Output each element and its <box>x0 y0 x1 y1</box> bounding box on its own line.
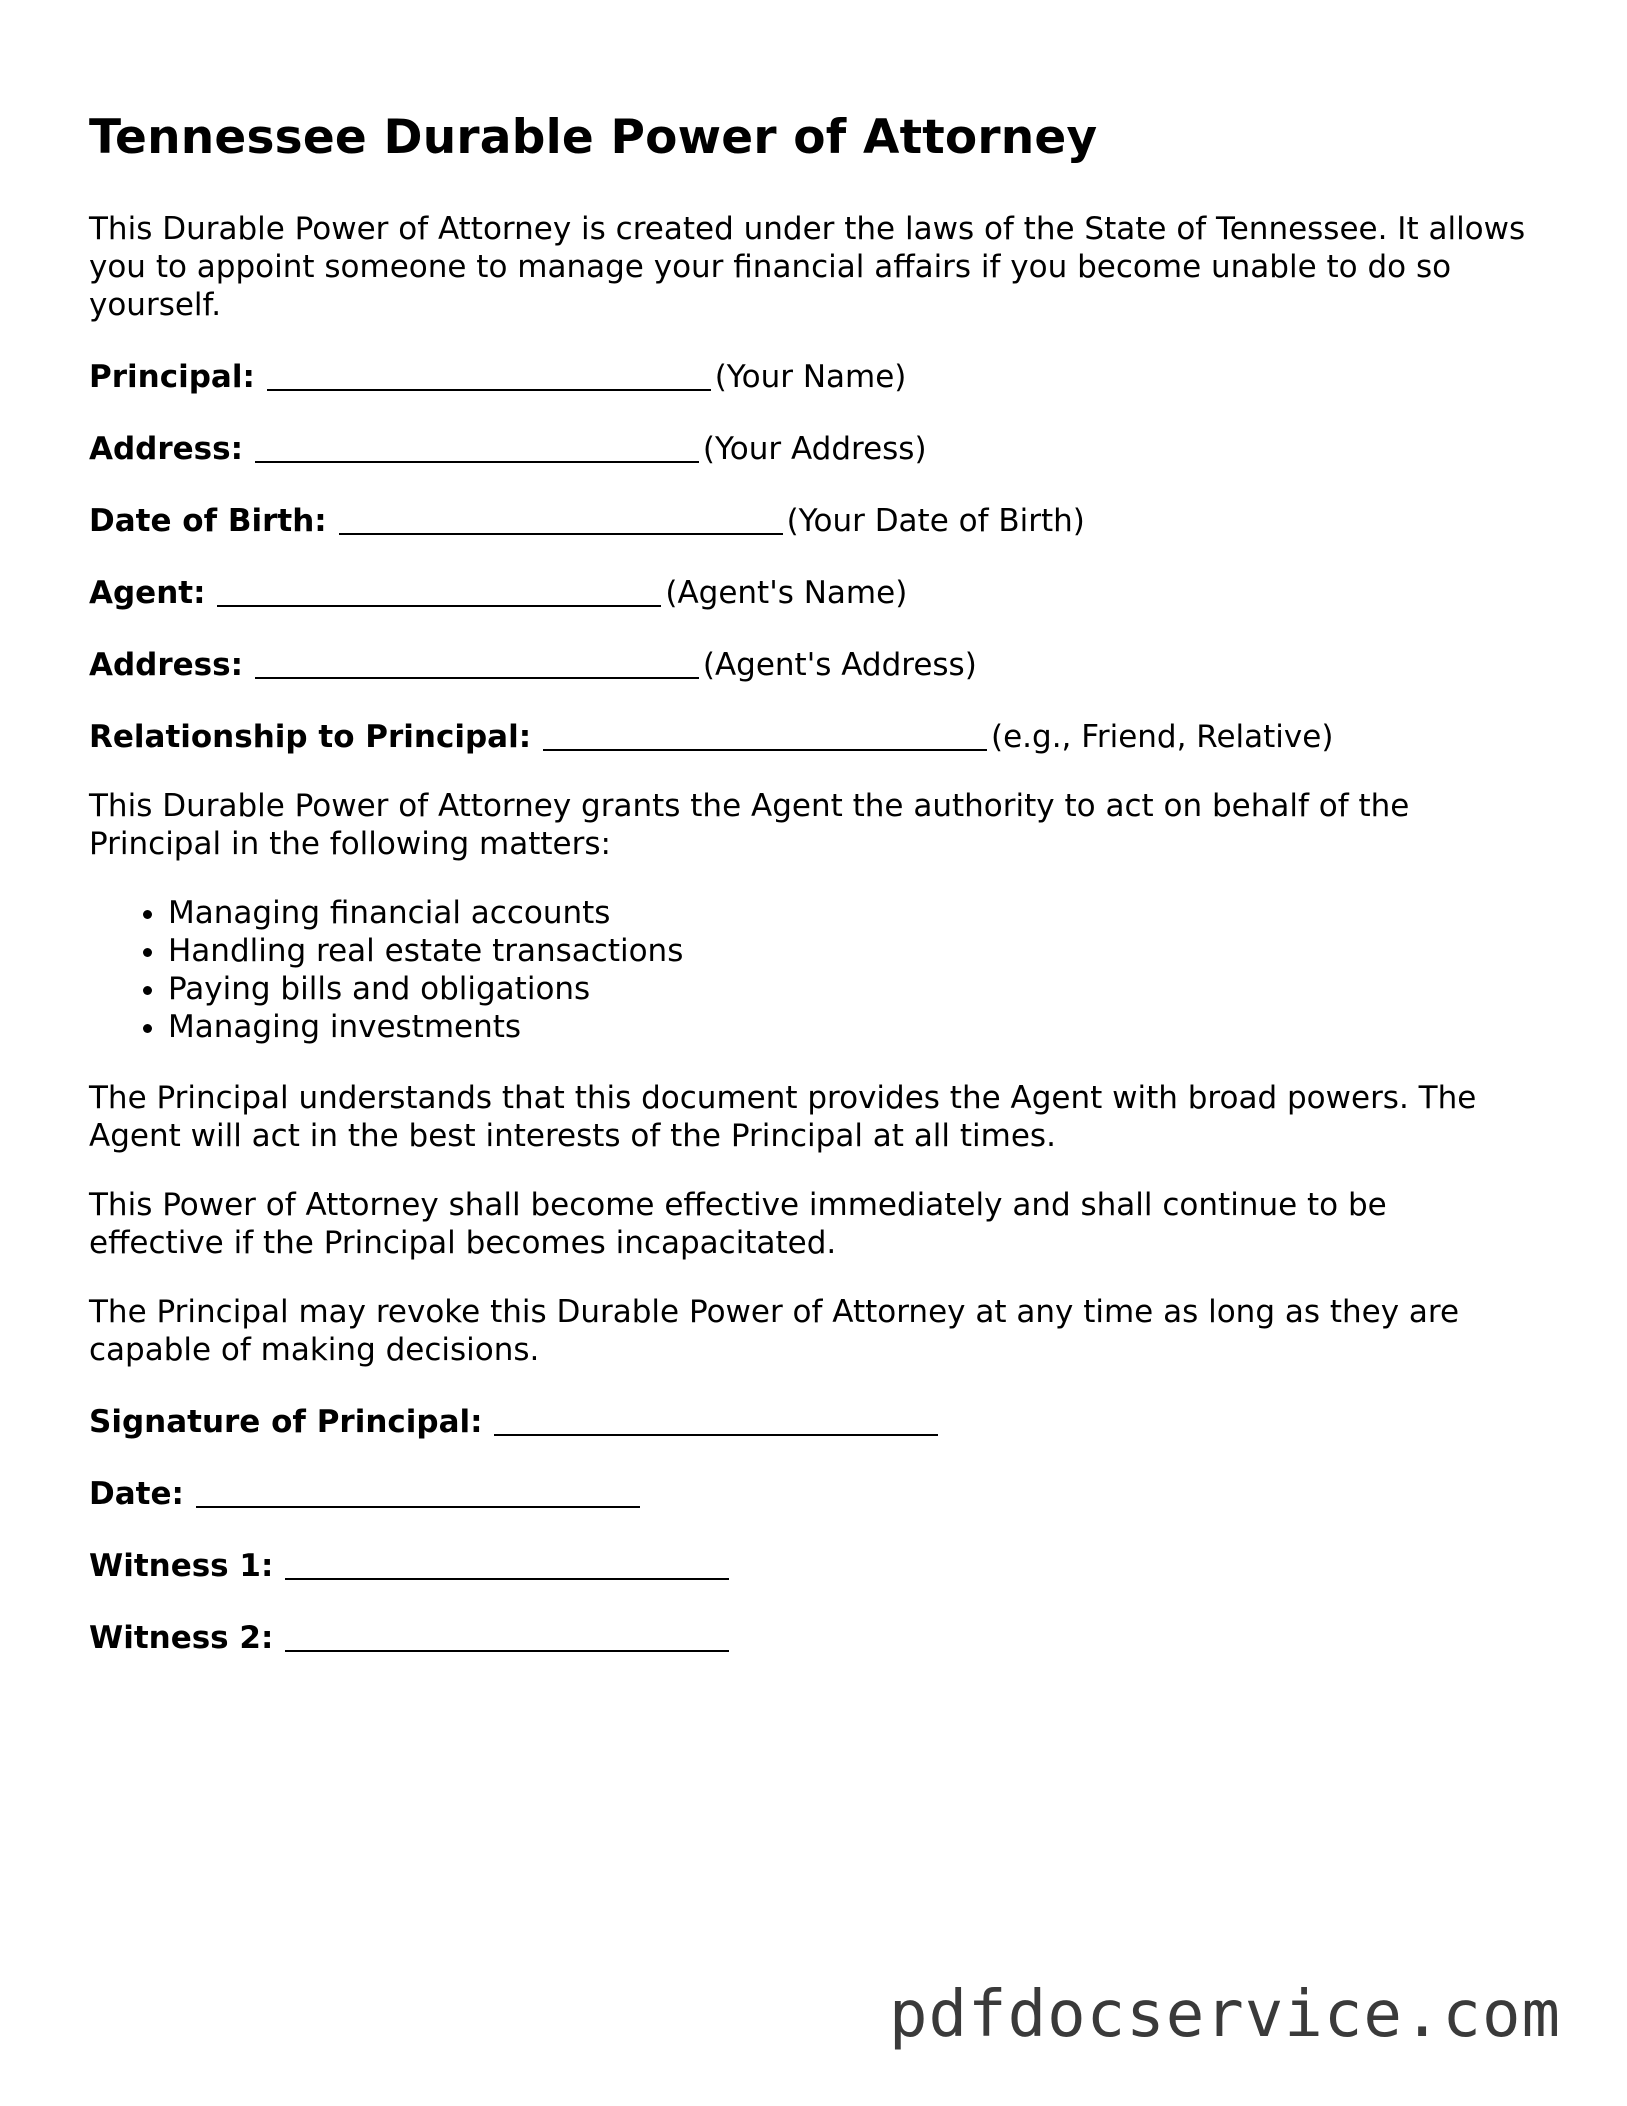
agent-address-hint: (Agent's Address) <box>702 647 977 683</box>
dob-field <box>89 499 1529 540</box>
dob-blank[interactable] <box>339 503 783 535</box>
agent-field <box>89 571 1529 612</box>
understanding-paragraph: The Principal understands that this document provides the Agent with broad powers. The Agent will act in the best interests of the Principal at all times. <box>89 1080 1477 1154</box>
witness2-label: Witness 2: <box>89 1620 274 1656</box>
witness2-blank[interactable] <box>285 1620 729 1652</box>
signature-blank[interactable] <box>494 1404 938 1436</box>
principal-blank[interactable] <box>267 359 711 391</box>
intro-paragraph: This Durable Power of Attorney is created under the laws of the State of Tennessee. It allows you to appoint someone to manage your financial affairs if you become unable to do so yourself. <box>89 211 1526 323</box>
relationship-blank[interactable] <box>543 719 987 751</box>
watermark: pdfdocservice.com <box>888 1978 1561 2052</box>
principal-address-hint: (Your Address) <box>702 431 927 467</box>
revoke-paragraph: The Principal may revoke this Durable Power of Attorney at any time as long as they are capable of making decisions. <box>89 1294 1460 1368</box>
witness1-label: Witness 1: <box>89 1548 274 1584</box>
list-item: • Paying bills and obligations <box>168 970 1529 1008</box>
witness2-field <box>89 1616 1529 1657</box>
principal-address-blank[interactable] <box>255 431 699 463</box>
document-page <box>89 108 1529 1688</box>
list-item: • Managing financial accounts <box>168 894 1529 932</box>
grant-paragraph: This Durable Power of Attorney grants the Agent the authority to act on behalf of the Principal in the following matters: <box>89 788 1410 862</box>
signature-field <box>89 1400 1529 1441</box>
date-field <box>89 1472 1529 1513</box>
principal-address-field <box>89 427 1529 468</box>
agent-address-field <box>89 643 1529 684</box>
agent-address-blank[interactable] <box>255 647 699 679</box>
dob-label: Date of Birth: <box>89 503 327 539</box>
date-label: Date: <box>89 1476 184 1512</box>
agent-label: Agent: <box>89 575 206 611</box>
principal-field <box>89 355 1529 396</box>
agent-blank[interactable] <box>217 575 661 607</box>
dob-hint: (Your Date of Birth) <box>786 503 1085 539</box>
document-title: Tennessee Durable Power of Attorney <box>89 110 1098 165</box>
list-item: • Managing investments <box>168 1008 1529 1046</box>
relationship-label: Relationship to Principal: <box>89 719 532 755</box>
principal-label: Principal: <box>89 359 255 395</box>
relationship-field <box>89 715 1529 756</box>
agent-address-label: Address: <box>89 647 243 683</box>
relationship-hint: (e.g., Friend, Relative) <box>991 719 1334 755</box>
principal-address-label: Address: <box>89 431 243 467</box>
effective-paragraph: This Power of Attorney shall become effective immediately and shall continue to be effective if the Principal becomes incapacitated. <box>89 1187 1387 1261</box>
witness1-field <box>89 1544 1529 1585</box>
signature-label: Signature of Principal: <box>89 1404 483 1440</box>
agent-hint: (Agent's Name) <box>665 575 908 611</box>
date-blank[interactable] <box>196 1476 640 1508</box>
witness1-blank[interactable] <box>285 1548 729 1580</box>
principal-hint: (Your Name) <box>714 359 907 395</box>
list-item: • Handling real estate transactions <box>168 932 1529 970</box>
powers-list <box>89 894 1529 1046</box>
